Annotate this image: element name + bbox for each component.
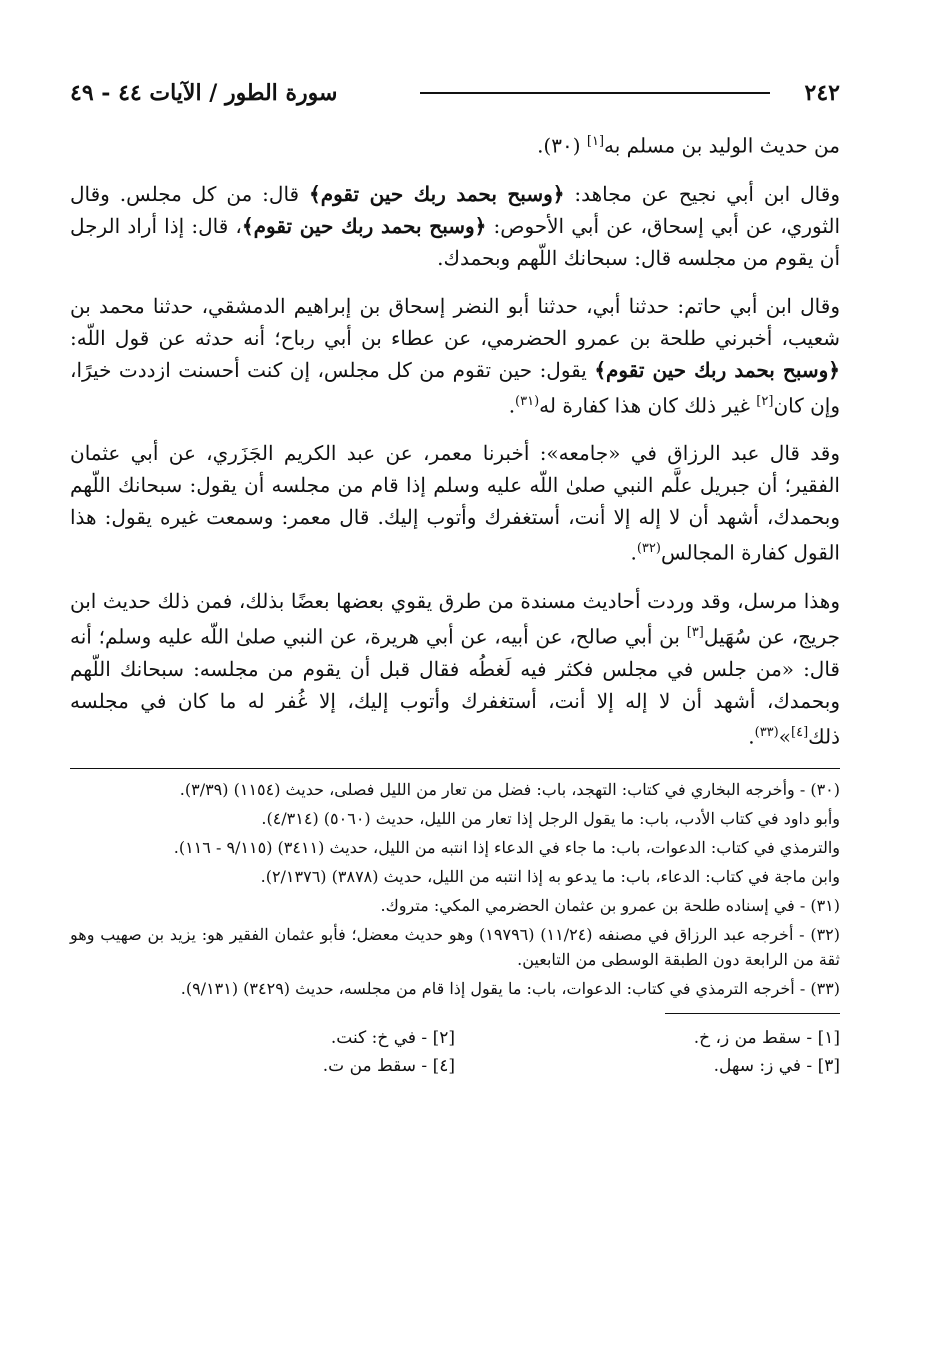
text: من حديث الوليد بن مسلم به [604, 133, 840, 158]
footnote: وأبو داود في كتاب الأدب، باب: ما يقول الرجل إذا تعار من الليل، حديث (٥٠٦٠) (٤/٣١٤). [261, 809, 840, 829]
footnote-ref: (٣٠). [537, 133, 587, 158]
variant-notes [70, 1028, 840, 1076]
variant-note-ref: [١] [586, 134, 605, 149]
text: وهذا مرسل، وقد وردت أحاديث مسندة من طرق يقوي بعضها بعضًا بذلك، فمن ذلك حديث ابن جريج، عن سُهَيل [70, 588, 840, 649]
quran-quote: ﴿وسبح بحمد ربك حين تقوم﴾ [594, 357, 840, 382]
running-title: سورة الطور / الآيات ٤٤ - ٤٩ [70, 80, 338, 106]
text: قال: من كل مجلس. وقال الثوري، عن أبي إسحاق، عن أبي الأحوص: [70, 181, 841, 238]
footnote: (٣١) - في إسناده طلحة بن عمرو بن عثمان الحضرمي المكي: متروك. [380, 896, 840, 916]
page-number: ٢٤٢ [804, 80, 840, 106]
book-page [70, 70, 840, 1270]
footnote-ref: (٣٢) [636, 541, 661, 557]
variant-note: [٤] - سقط من ت. [322, 1056, 455, 1077]
variant-note-ref: [٣] [686, 624, 704, 640]
text: بن أبي صالح، عن أبيه، عن أبي هريرة، عن النبي صلىٰ اللّه عليه وسلم؛ أنه قال: «من جلس في مجلس فكثر فيه لَغطُه فقال قبل أن يقوم من مجلسه: سبحانك اللّهم وبحمدك، أشهد أن لا إله إلا أنت، أستغفرك وأتوب إليك، إلا غُفر له ما كان في مجلسه ذلك [70, 624, 840, 749]
variant-note: [٢] - في خ: كنت. [330, 1028, 455, 1049]
text: . [748, 724, 755, 749]
footnotes-rule [70, 768, 840, 769]
text: وقد قال عبد الرزاق في «جامعه»: أخبرنا معمر، عن عبد الكريم الجَزَري، عن أبي عثمان الفقير؛ أن جبريل علَّم النبي صلىٰ اللّه عليه وسلم إذا قام من مجلسه أن يقول: سبحانك اللّهم وبحمدك، أشهد أن لا إله إلا أنت، أستغفرك وأتوب إليك. قال معمر: وسمعت غيره يقول: هذا القول كفارة المجالس [70, 441, 840, 565]
text: يقول: حين تقوم من كل مجلس، إن كنت أحسنت ازددت خيرًا، وإن كان [70, 357, 840, 418]
footnote-ref: (٣٣) [754, 724, 779, 740]
text: . [508, 393, 516, 418]
variant-notes-rule [665, 1013, 840, 1014]
text: » [778, 724, 791, 749]
paragraph-1 [70, 126, 840, 162]
page-header [70, 70, 840, 116]
footnotes [70, 777, 840, 1001]
variant-note: [١] - سقط من ز، خ. [693, 1028, 840, 1049]
paragraph-4 [70, 437, 840, 569]
paragraph-2 [70, 178, 840, 274]
paragraph-5 [70, 585, 840, 752]
text: غير ذلك كان هذا كفارة له [539, 393, 757, 418]
text: وقال ابن أبي حاتم: حدثنا أبي، حدثنا أبو النضر إسحاق بن إبراهيم الدمشقي، حدثنا محمد بن شعيب، أخبرني طلحة بن عمرو الحضرمي، عن عطاء بن أبي رباح؛ أنه حدثه عن قول اللّه: [70, 293, 840, 350]
text: ، قال: إذا أراد الرجل أن يقوم من مجلسه قال: سبحانك اللّهم وبحمدك. [70, 213, 840, 270]
text: وقال ابن أبي نجيح عن مجاهد: [564, 181, 840, 206]
variant-note: [٣] - في ز: سهل. [713, 1056, 840, 1077]
footnote: والترمذي في كتاب: الدعوات، باب: ما جاء في الدعاء إذا انتبه من الليل، حديث (٣٤١١) (٩/١١٥ - ١١٦). [173, 838, 840, 858]
footnote-ref: (٣١) [515, 393, 540, 409]
footnote: وابن ماجة في كتاب: الدعاء، باب: ما يدعو به إذا انتبه من الليل، حديث (٣٨٧٨) (٢/١٣٧٦). [260, 867, 840, 887]
footnote: (٣٠) - وأخرجه البخاري في كتاب: التهجد، باب: فضل من تعار من الليل فصلى، حديث (١١٥٤) (٣/٣٩). [179, 780, 840, 800]
footnote: (٣٢) - أخرجه عبد الرزاق في مصنفه (١١/٢٤) (١٩٧٩٦) وهو حديث معضل؛ فأبو عثمان الفقير هو: يزيد بن صهيب وهو ثقة من الرابعة دون الطبقة الوسطى من التابعين. [70, 925, 840, 970]
text: . [630, 540, 637, 565]
paragraph-3 [70, 290, 840, 422]
footnote: (٣٣) - أخرجه الترمذي في كتاب: الدعوات، باب: ما يقول إذا قام من مجلسه، حديث (٣٤٢٩) (٩/١٣١). [180, 979, 840, 999]
variant-note-ref: [٢] [756, 393, 774, 409]
quran-quote: ﴿وسبح بحمد ربك حين تقوم﴾ [309, 181, 565, 206]
header-rule [420, 92, 770, 94]
quran-quote: ﴿وسبح بحمد ربك حين تقوم﴾ [241, 213, 487, 238]
variant-note-ref: [٤] [791, 724, 809, 740]
